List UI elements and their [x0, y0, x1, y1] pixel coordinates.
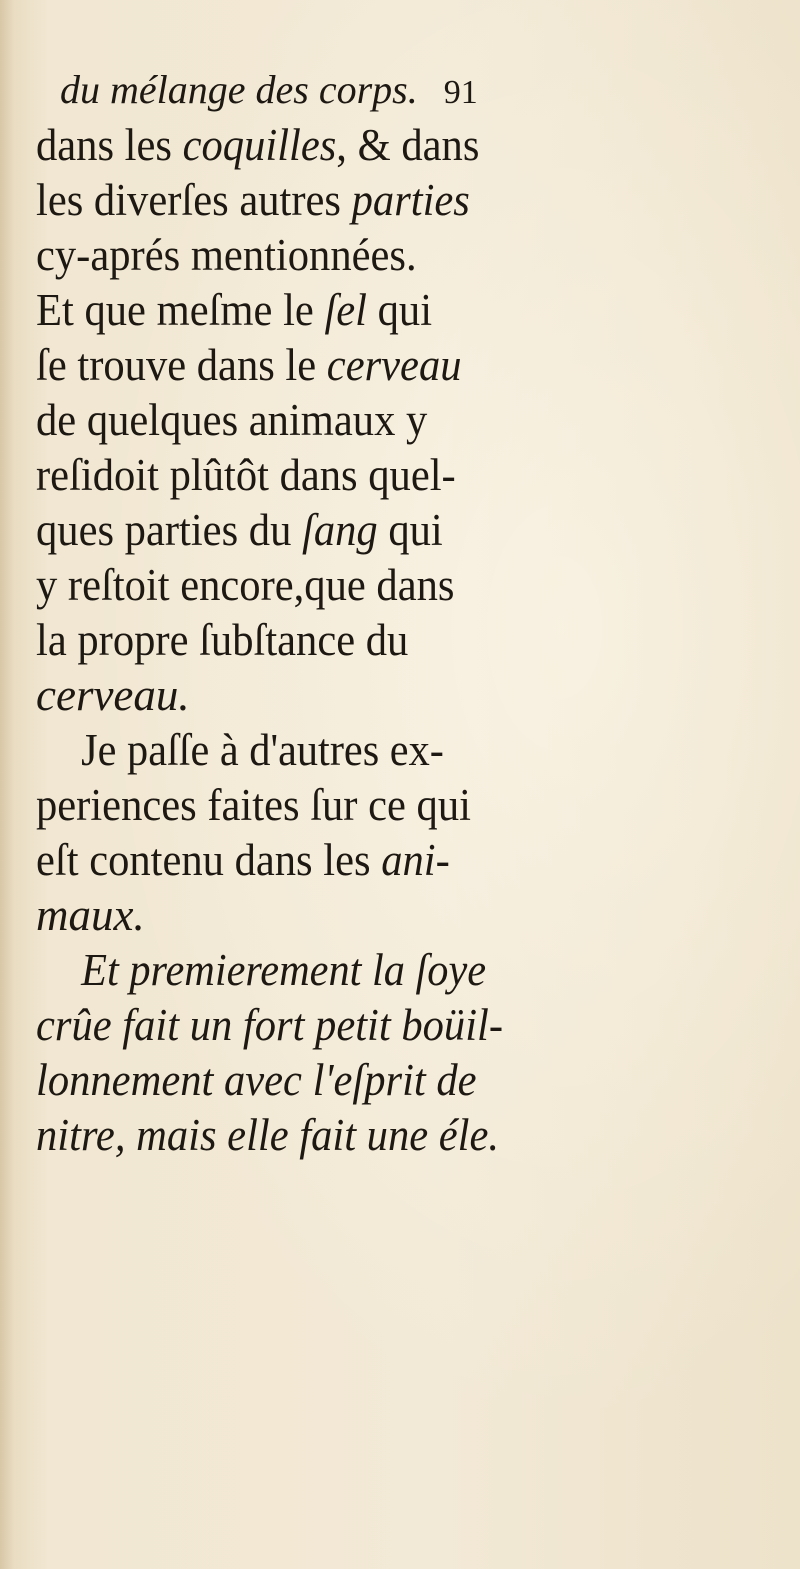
running-header [60, 64, 660, 116]
text-segment: ques parties du [36, 505, 303, 555]
page-gutter [0, 0, 14, 1569]
text-line [36, 118, 566, 173]
text-line [36, 448, 566, 503]
text-line [36, 613, 566, 668]
text-line [36, 668, 596, 723]
italic-text-segment: ſang [302, 505, 378, 555]
italic-text-segment: lonnement avec l'eſprit de [36, 1055, 477, 1105]
page-number: 91 [443, 74, 478, 111]
italic-text-segment: maux. [36, 890, 145, 940]
text-line [36, 503, 566, 558]
text-segment: qui [377, 505, 443, 555]
text-line [36, 283, 566, 338]
text-line [36, 723, 563, 778]
text-segment: Je paſſe à d'autres ex- [81, 725, 444, 775]
text-segment: y reſtoit encore,que dans [36, 560, 455, 610]
italic-text-segment: coquilles [182, 120, 337, 170]
text-segment: de quelques animaux y [36, 395, 428, 445]
italic-text-segment: crûe fait un fort petit boüil- [36, 1000, 504, 1050]
text-segment: qui [366, 285, 433, 335]
running-title: du mélange des corps. [60, 67, 418, 112]
italic-text-segment: ani- [381, 835, 450, 885]
italic-text-segment: cerveau. [36, 670, 190, 720]
text-line [36, 1053, 566, 1108]
italic-text-segment: cerveau [326, 340, 462, 390]
text-line [36, 338, 566, 393]
text-segment: periences faites ſur ce qui [36, 780, 471, 830]
italic-text-segment: ſel [324, 285, 367, 335]
text-line [36, 833, 566, 888]
italic-text-segment: nitre, mais elle fait une éle. [36, 1110, 500, 1160]
text-segment: cy-aprés mentionnées. [36, 230, 417, 280]
text-segment: la propre ſubſtance du [36, 615, 409, 665]
italic-text-segment: parties [351, 175, 470, 225]
italic-text-segment: Et premierement la ſoye [81, 945, 487, 995]
text-line [36, 558, 566, 613]
text-line [36, 228, 566, 283]
text-line [36, 778, 566, 833]
text-segment: eſt contenu dans les [36, 835, 382, 885]
text-segment: Et que meſme le [36, 285, 325, 335]
text-line [36, 943, 563, 998]
text-line [36, 393, 566, 448]
text-segment: ſe trouve dans le [36, 340, 327, 390]
text-segment: reſidoit plûtôt dans quel- [36, 450, 456, 500]
text-segment: , & dans [336, 120, 480, 170]
text-line [36, 1108, 566, 1163]
body-text [36, 118, 596, 1163]
text-segment: les diverſes autres [36, 175, 352, 225]
text-segment: dans les [36, 120, 183, 170]
text-line [36, 173, 566, 228]
text-line [36, 888, 596, 943]
text-line [36, 998, 566, 1053]
